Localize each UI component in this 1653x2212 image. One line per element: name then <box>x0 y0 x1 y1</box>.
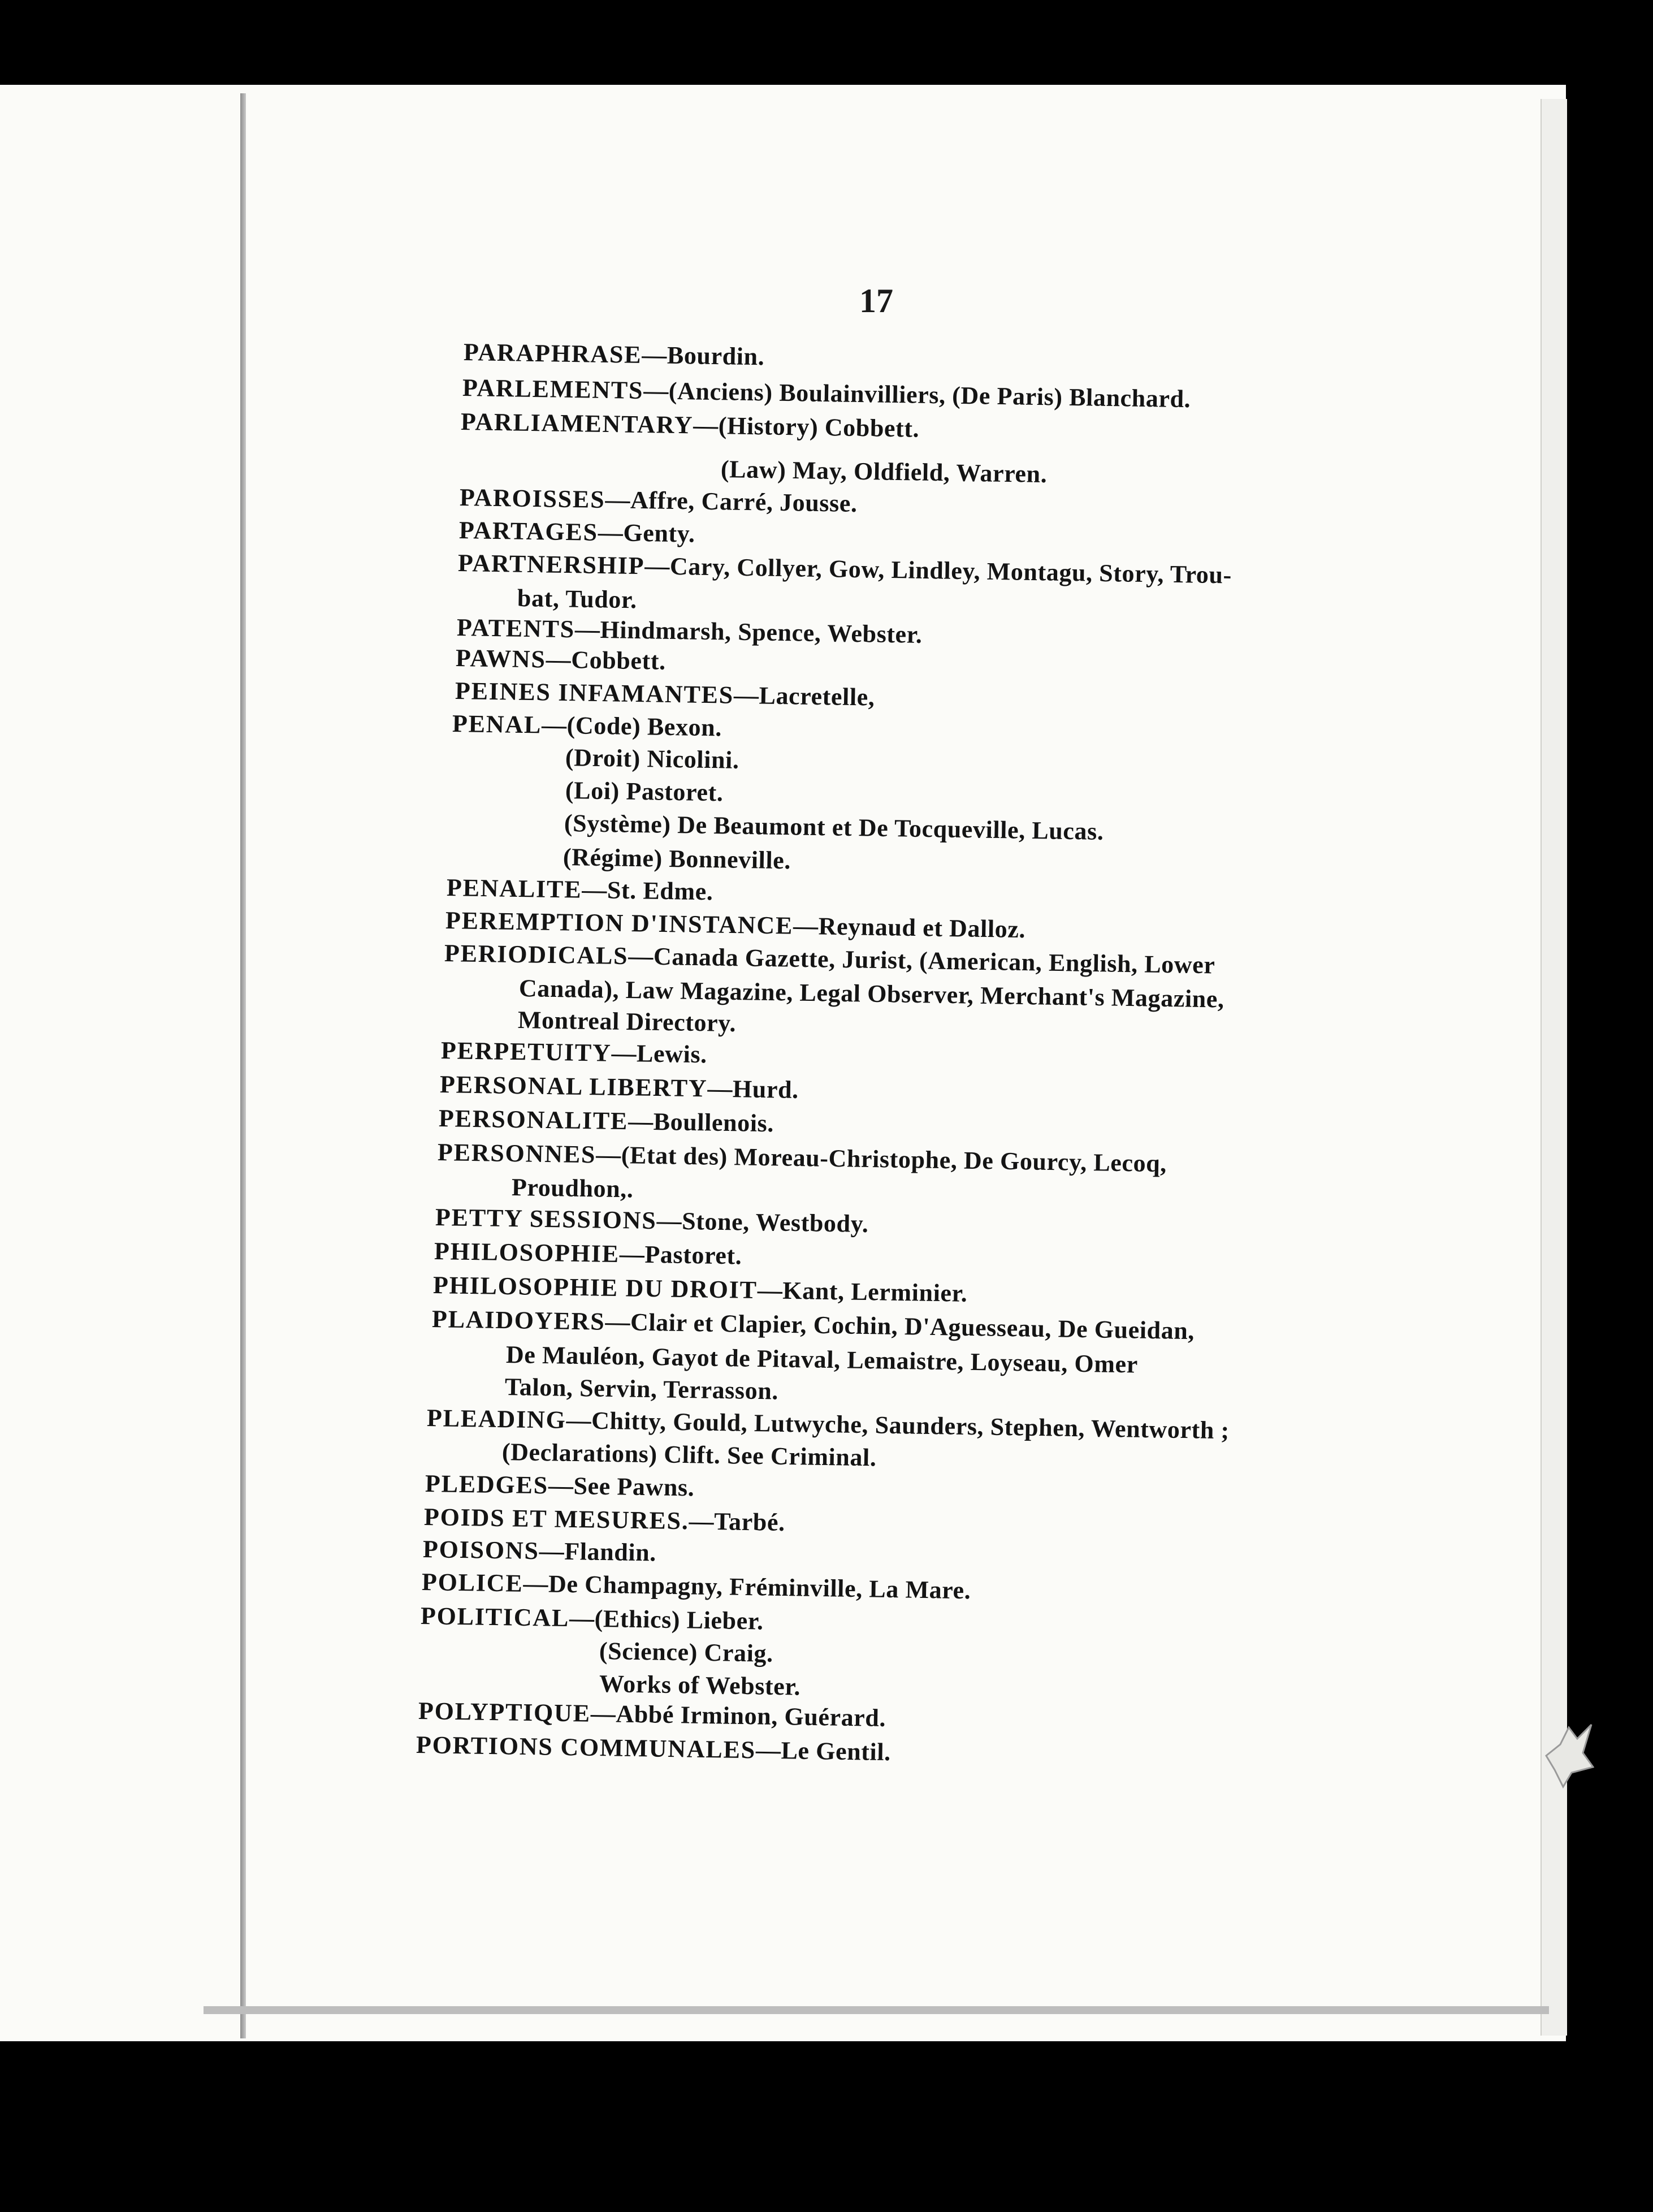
entry-text: (Declarations) Clift. See Criminal. <box>501 1438 877 1472</box>
entry-heading: PLEDGES <box>425 1470 549 1500</box>
entry-text: —Canada Gazette, Jurist, (American, English, Lower <box>628 942 1215 979</box>
entry-text: (Science) Craig. <box>599 1637 774 1667</box>
index-entry <box>599 1635 774 1670</box>
entry-text: —Stone, Westbody. <box>656 1207 869 1238</box>
entry-text: —(Code) Bexon. <box>541 711 722 742</box>
entry-heading: PEREMPTION D'INSTANCE <box>445 906 794 940</box>
entry-heading: PEINES INFAMANTES <box>455 677 734 709</box>
entry-text: —St. Edme. <box>581 875 713 906</box>
entry-text: —(History) Cobbett. <box>693 411 920 443</box>
entry-heading: PLEADING <box>426 1404 567 1434</box>
index-entry <box>455 675 875 714</box>
entry-text: —Cary, Collyer, Gow, Lindley, Montagu, Story, Trou- <box>644 552 1232 589</box>
entry-text: (Droit) Nicolini. <box>565 744 739 774</box>
entry-text: Proudhon,. <box>511 1173 634 1203</box>
index-entry <box>459 515 695 550</box>
entry-text: (Loi) Pastoret. <box>565 776 724 807</box>
index-entry <box>512 1172 634 1205</box>
entry-text: —Lewis. <box>611 1039 708 1069</box>
index-entry <box>456 642 667 677</box>
index-entry <box>421 1600 764 1638</box>
entry-heading: PHILOSOPHIE <box>434 1237 620 1268</box>
entry-heading: PARTNERSHIP <box>457 549 645 580</box>
entry-heading: PERSONAL LIBERTY <box>439 1070 708 1103</box>
entry-heading: PERSONNES <box>437 1138 596 1169</box>
entry-heading: PERSONALITE <box>438 1104 629 1135</box>
entry-heading: POLICE <box>421 1568 523 1597</box>
entry-heading: PERPETUITY <box>440 1036 612 1067</box>
index-entry <box>424 1501 786 1539</box>
entry-text: —Flandin. <box>539 1537 657 1567</box>
entry-heading: POISONS <box>422 1535 540 1565</box>
entry-text: —Hurd. <box>707 1074 799 1104</box>
page-bottom-edge <box>204 2006 1549 2014</box>
index-entry <box>599 1668 801 1703</box>
index-entry <box>460 482 858 520</box>
entry-heading: POLYPTIQUE <box>418 1697 591 1727</box>
index-entry <box>425 1468 695 1504</box>
index-entry <box>721 453 1048 490</box>
entry-text: —Chitty, Gould, Lutwyche, Saunders, Stephen, Wentworth ; <box>566 1406 1230 1445</box>
entry-heading: PETTY SESSIONS <box>435 1203 657 1235</box>
entry-text: —Hindmarsh, Spence, Webster. <box>574 615 923 649</box>
index-entry <box>565 775 724 809</box>
index-entry <box>502 1436 877 1474</box>
entry-text: —Lacretelle, <box>733 681 875 711</box>
index-entry <box>464 336 765 373</box>
entry-text: —See Pawns. <box>548 1471 695 1502</box>
binding-gutter <box>240 93 246 2038</box>
entry-text: —(Etat des) Moreau-Christophe, De Gourcy, Lecoq, <box>595 1140 1167 1178</box>
entry-heading: PENAL <box>452 710 542 739</box>
entry-text: —Affre, Carré, Jousse. <box>605 486 858 518</box>
entry-text: —Boullenois. <box>628 1107 774 1138</box>
entry-text: —Cobbett. <box>546 645 667 675</box>
entry-heading: PAWNS <box>455 644 547 673</box>
entry-text: (Law) May, Oldfield, Warren. <box>720 455 1048 489</box>
entry-text: De Mauléon, Gayot de Pitaval, Lemaistre, Loyseau, Omer <box>505 1341 1139 1379</box>
entry-text: —Bourdin. <box>642 340 765 371</box>
entry-text: —Le Gentil. <box>755 1736 892 1766</box>
entry-heading: PENALITE <box>446 874 582 904</box>
entry-text: —Kant, Lerminier. <box>757 1276 968 1307</box>
entry-heading: PARLIAMENTARY <box>460 408 694 439</box>
entry-heading: PERIODICALS <box>444 939 629 970</box>
entry-heading: PAROISSES <box>459 483 605 514</box>
index-entry <box>441 1035 708 1070</box>
entry-text: —Genty. <box>598 518 695 548</box>
index-entry <box>518 1004 737 1039</box>
entry-heading: PARAPHRASE <box>463 338 642 369</box>
entry-text: —(Anciens) Boulainvilliers, (De Paris) Blanchard. <box>643 377 1191 413</box>
entry-text: (Système) De Beaumont et De Tocqueville, Lucas. <box>564 809 1104 845</box>
entry-heading: PARLEMENTS <box>462 374 644 405</box>
index-entry <box>505 1371 779 1407</box>
entry-heading: PORTIONS COMMUNALES <box>416 1731 756 1764</box>
index-entry <box>439 1103 774 1139</box>
entry-text: Montreal Directory. <box>517 1006 737 1038</box>
index-entry <box>434 1235 742 1272</box>
entry-text: —Tarbé. <box>689 1507 786 1537</box>
entry-heading: PARTAGES <box>458 516 599 546</box>
torn-paper-mark <box>1543 1722 1594 1790</box>
index-entry <box>565 742 739 776</box>
index-entry <box>563 841 791 876</box>
entry-text: —(Ethics) Lieber. <box>569 1604 764 1635</box>
index-entry <box>440 1069 799 1106</box>
index-entry <box>447 872 713 908</box>
entry-text: —Pastoret. <box>619 1240 742 1270</box>
entry-text: Talon, Servin, Terrasson. <box>504 1373 779 1405</box>
page-number: 17 <box>859 282 893 319</box>
entry-text: —De Champagny, Fréminville, La Mare. <box>523 1569 971 1605</box>
entry-text: Works of Webster. <box>599 1670 801 1701</box>
entry-heading: PLAIDOYERS <box>431 1305 605 1336</box>
entry-heading: POLITICAL <box>420 1602 570 1632</box>
entry-text: —Abbé Irminon, Guérard. <box>590 1699 886 1732</box>
entry-heading: PATENTS <box>456 614 575 643</box>
index-entry <box>423 1533 657 1569</box>
index-entry <box>452 708 722 744</box>
entry-text: bat, Tudor. <box>517 584 638 614</box>
entry-heading: PHILOSOPHIE DU DROIT <box>432 1271 758 1304</box>
entry-text: (Régime) Bonneville. <box>562 843 791 875</box>
entry-text: Canada), Law Magazine, Legal Observer, Merchant's Magazine, <box>518 974 1224 1013</box>
entry-text: —Clair et Clapier, Cochin, D'Aguesseau, De Gueidan, <box>605 1307 1195 1345</box>
entry-text: —Reynaud et Dalloz. <box>793 911 1026 944</box>
entry-heading: POIDS ET MESURES. <box>423 1503 690 1535</box>
index-entry <box>517 582 638 616</box>
